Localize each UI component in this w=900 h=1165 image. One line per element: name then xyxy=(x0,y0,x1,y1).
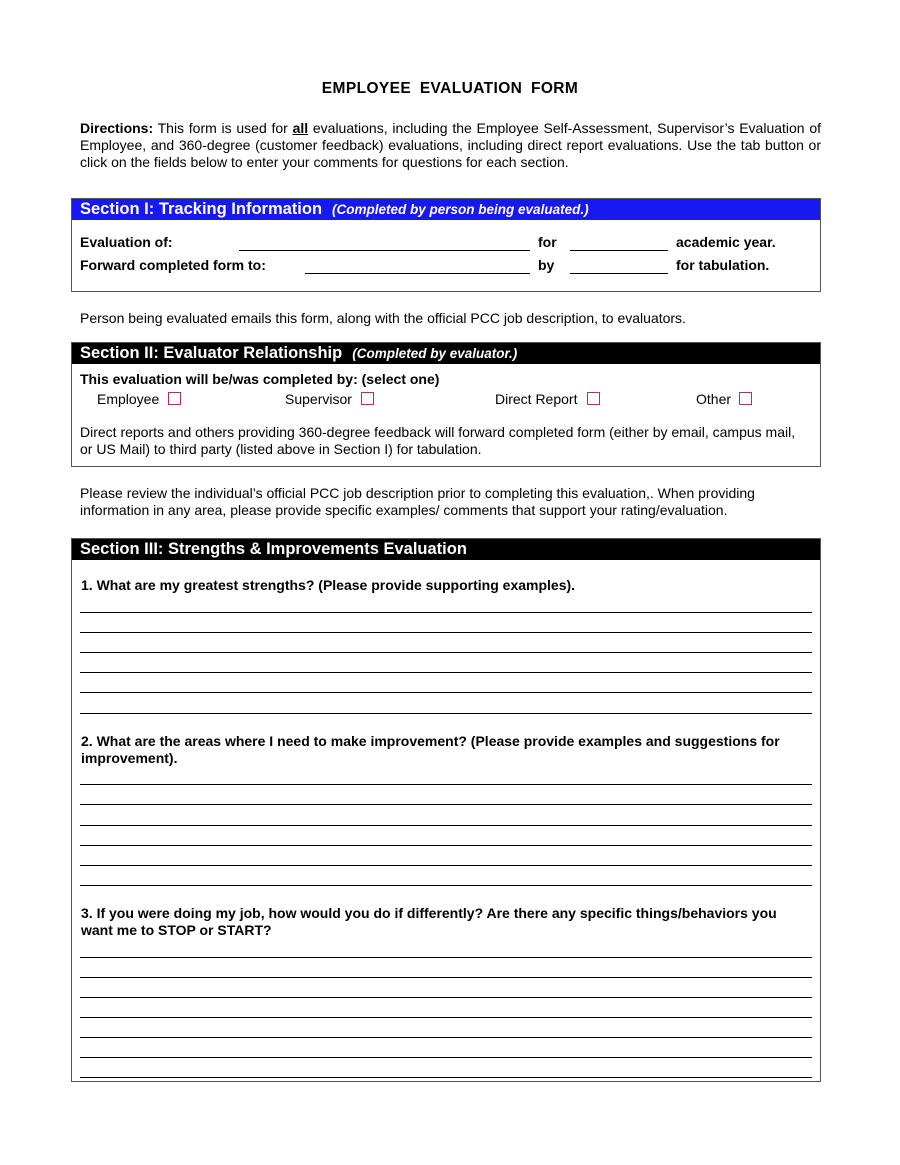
directions-label: Directions: xyxy=(80,120,154,136)
supervisor-checkbox[interactable] xyxy=(361,392,374,405)
option-other-label: Other xyxy=(696,391,732,407)
answer-2-line[interactable] xyxy=(80,784,812,785)
forward-to-label: Forward completed form to: xyxy=(80,257,266,273)
answer-1-line[interactable] xyxy=(80,713,812,714)
academic-year-label: academic year. xyxy=(676,234,776,250)
other-checkbox[interactable] xyxy=(739,392,752,405)
direct-report-checkbox[interactable] xyxy=(587,392,600,405)
section-2-note: Direct reports and others providing 360-degree feedback will forward completed form (either by email, campus mail, or US Mail) to third party (listed above in Section I) for tabulation. xyxy=(80,424,796,457)
answer-3-line[interactable] xyxy=(80,977,812,978)
employee-checkbox[interactable] xyxy=(168,392,181,405)
answer-3-line[interactable] xyxy=(80,997,812,998)
section-3-heading: Section III: Strengths & Improvements Evaluation xyxy=(80,540,467,558)
form-title: EMPLOYEE EVALUATION FORM xyxy=(321,80,579,97)
evaluator-prompt: This evaluation will be/was completed by: (select one) xyxy=(80,371,440,387)
tabulation-label: for tabulation. xyxy=(676,257,770,273)
directions-text-1: This form is used for xyxy=(153,120,293,136)
answer-2-line[interactable] xyxy=(80,845,812,846)
answer-1-line[interactable] xyxy=(80,692,812,693)
academic-year-field[interactable] xyxy=(570,250,668,251)
option-supervisor-label: Supervisor xyxy=(285,391,352,407)
answer-1-line[interactable] xyxy=(80,612,812,613)
section-2-box xyxy=(71,342,821,467)
answer-1-line[interactable] xyxy=(80,672,812,673)
by-label: by xyxy=(538,257,555,273)
by-date-field[interactable] xyxy=(570,273,668,274)
answer-3-line[interactable] xyxy=(80,1077,812,1078)
evaluation-of-label: Evaluation of: xyxy=(80,234,173,250)
option-employee-label: Employee xyxy=(97,391,160,407)
option-direct-report-label: Direct Report xyxy=(495,391,578,407)
question-2: 2. What are the areas where I need to make improvement? (Please provide examples and suggestions for improvement). xyxy=(81,733,780,766)
directions-emphasis: all xyxy=(292,120,309,136)
answer-3-line[interactable] xyxy=(80,1057,812,1058)
question-1: 1. What are my greatest strengths? (Please provide supporting examples). xyxy=(81,577,576,593)
section-1-heading: Section I: Tracking Information xyxy=(80,200,323,218)
directions-text-2: evaluations, including the Employee Self-Assessment, Supervisor’s Evaluation of Employee, and 360-degree (customer feedback) evaluations, including direct report evaluations. Use the tab button or click on the fields below to enter your comments for questions for each section. xyxy=(80,120,822,170)
section-1-subheading: (Completed by person being evaluated.) xyxy=(332,202,589,217)
question-3: 3. If you were doing my job, how would you do if differently? Are there any specific things/behaviors you want me to STOP or START? xyxy=(81,905,777,938)
section-2-header xyxy=(72,343,820,364)
answer-1-line[interactable] xyxy=(80,632,812,633)
section-1-header xyxy=(72,199,820,220)
answer-3-line[interactable] xyxy=(80,1037,812,1038)
answer-2-line[interactable] xyxy=(80,825,812,826)
section-3-box xyxy=(71,538,821,1082)
for-label: for xyxy=(538,234,557,250)
review-note: Please review the individual’s official PCC job description prior to completing this evaluation,. When providing information in any area, please provide specific examples/ comments that support your rating/evaluation. xyxy=(80,485,755,518)
forward-to-field[interactable] xyxy=(305,273,530,274)
section-3-header xyxy=(72,539,820,560)
answer-3-line[interactable] xyxy=(80,1017,812,1018)
answer-2-line[interactable] xyxy=(80,865,812,866)
section-1-box xyxy=(71,198,821,292)
section-1-note: Person being evaluated emails this form, along with the official PCC job description, to evaluators. xyxy=(80,310,686,326)
answer-1-line[interactable] xyxy=(80,652,812,653)
answer-2-line[interactable] xyxy=(80,804,812,805)
evaluation-of-field[interactable] xyxy=(239,250,530,251)
section-2-heading: Section II: Evaluator Relationship xyxy=(80,344,343,362)
answer-3-line[interactable] xyxy=(80,957,812,958)
section-2-subheading: (Completed by evaluator.) xyxy=(352,346,518,361)
directions-paragraph xyxy=(80,120,821,171)
answer-2-line[interactable] xyxy=(80,885,812,886)
